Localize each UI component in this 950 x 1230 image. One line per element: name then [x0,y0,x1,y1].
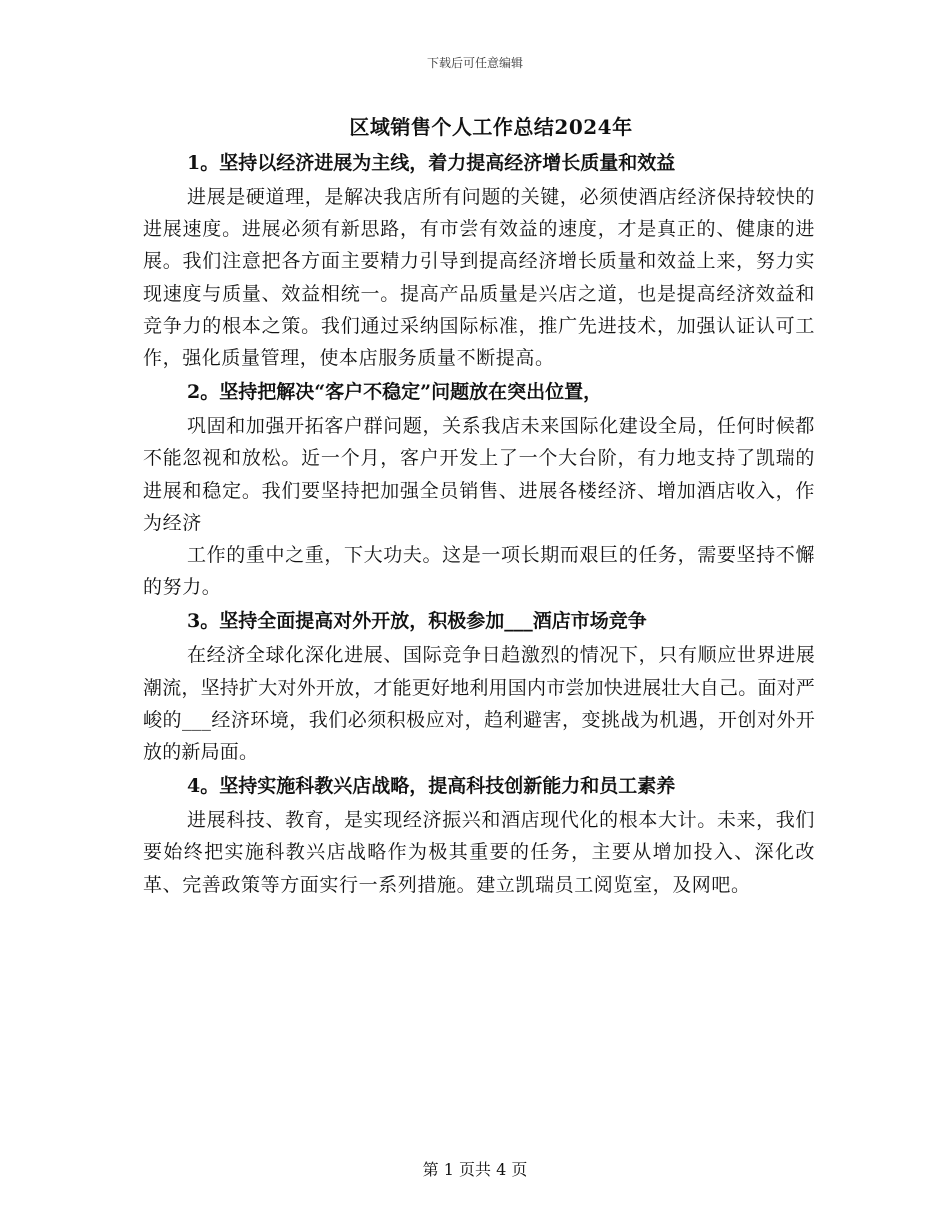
page-number: 第 1 页共 4 页 [422,1160,528,1179]
page-header-note: 下载后可任意编辑 [426,56,523,70]
section-heading-3: 3。坚持全面提高对外开放，积极参加___酒店市场竞争 [187,610,647,633]
section-heading-1: 1。坚持以经济进展为主线，着力提高经济增长质量和效益 [187,152,676,174]
section-heading-4: 4。坚持实施科教兴店战略，提高科技创新能力和员工素养 [187,775,676,798]
section-paragraph: 进展是硬道理，是解决我店所有问题的关键，必须使酒店经济保持较快的进展速度。进展必须有新思路，有市尝有效益的速度，才是真正的、健康的进展。我们注意把各方面主要精力引导到提高经济增长质量和效益上来，努力实现速度与质量、效益相统一。提高产品质量是兴店之道，也是提高经济效益和竞争力的根本之策。我们通过采纳国际标准，推广先进技术，加强认证认可工作，强化质量管理，使本店服务质量不断提高。 [143,186,815,370]
section-paragraph: 巩固和加强开拓客户群问题，关系我店未来国际化建设全局，任何时候都不能忽视和放松。近一个月，客户开发上了一个大台阶，有力地支持了凯瑞的进展和稳定。我们要坚持把加强全员销售、进展各楼经济、增加酒店收入，作为经济 [143,415,815,534]
section-paragraph: 工作的重中之重，下大功夫。这是一项长期而艰巨的任务，需要坚持不懈的努力。 [143,544,815,599]
section-paragraph: 在经济全球化深化进展、国际竞争日趋激烈的情况下，只有顺应世界进展潮流，坚持扩大对外开放，才能更好地利用国内市尝加快进展壮大自己。面对严峻的___经济环境，我们必须积极应对，趋利避害，变挑战为机遇，开创对外开放的新局面。 [143,644,816,764]
document-title: 区域销售个人工作总结2024年 [349,115,633,139]
section-heading-2: 2。坚持把解决“客户不稳定”问题放在突出位置， [187,381,603,404]
section-paragraph: 进展科技、教育，是实现经济振兴和酒店现代化的根本大计。未来，我们要始终把实施科教兴店战略作为极其重要的任务，主要从增加投入、深化改革、完善政策等方面实行一系列措施。建立凯瑞员工阅览室，及网吧。 [143,809,815,896]
document-body [143,113,815,901]
